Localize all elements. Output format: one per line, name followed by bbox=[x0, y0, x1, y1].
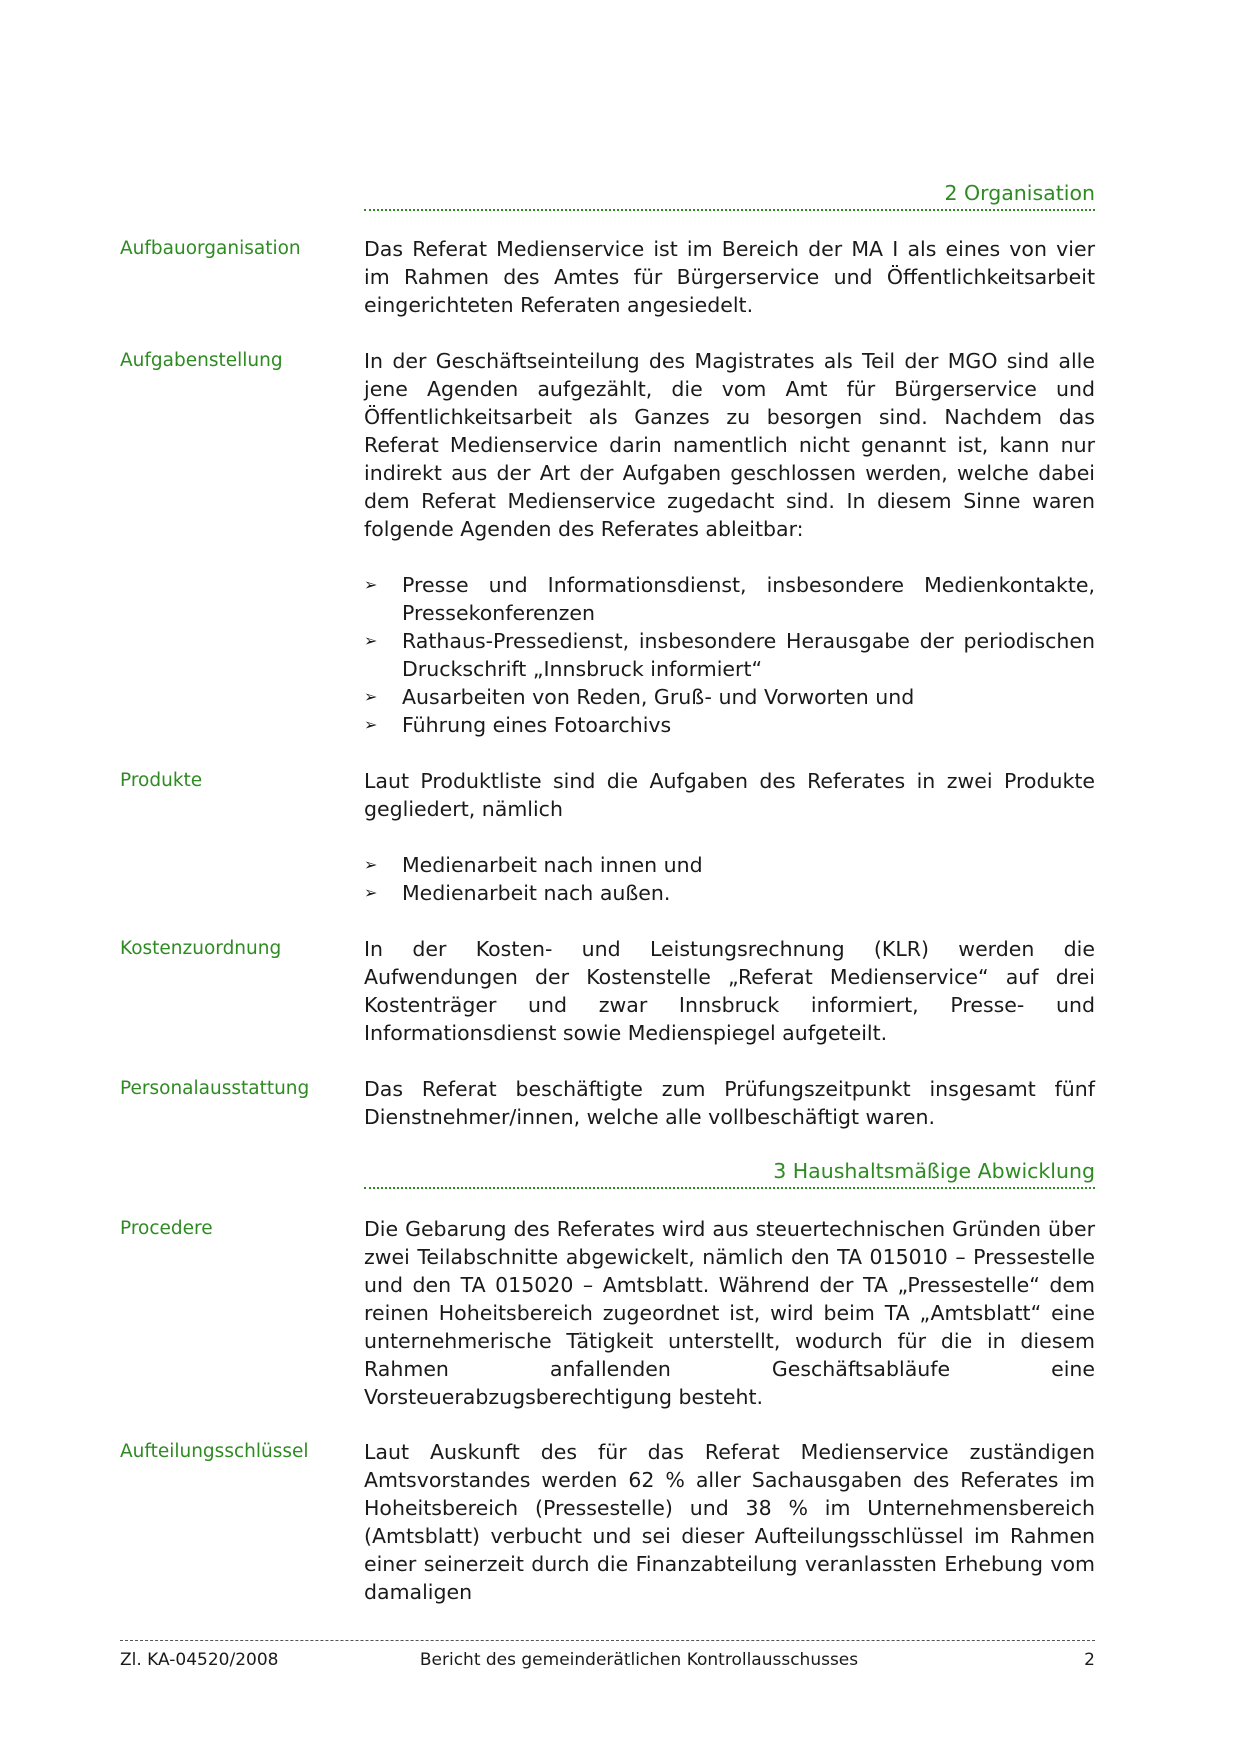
section-heading-haushalt: 3 Haushaltsmäßige Abwicklung bbox=[773, 1159, 1095, 1183]
list-item: ➢ Medienarbeit nach außen. bbox=[364, 881, 671, 905]
bullet-list-produkte bbox=[364, 851, 1095, 907]
margin-label-aufbauorganisation: Aufbauorganisation bbox=[120, 238, 301, 259]
list-item: ➢ Medienarbeit nach innen und bbox=[364, 853, 703, 877]
margin-label-kostenzuordnung: Kostenzuordnung bbox=[120, 938, 282, 959]
paragraph-kostenzuordnung: In der Kosten- und Leistungsrechnung (KLR) werden die Aufwendungen der Kostenstelle „Referat Medienservice“ auf drei Kostenträger und zwar Innsbruck informiert, Presse- und Informationsdienst sowie Medienspiegel aufgeteilt. bbox=[364, 937, 1095, 1045]
list-item: ➢ Führung eines Fotoarchivs bbox=[364, 713, 672, 737]
margin-label-procedere: Procedere bbox=[120, 1218, 213, 1239]
arrow-bullet-icon: ➢ bbox=[364, 631, 378, 650]
section-rule bbox=[364, 1187, 1095, 1189]
arrow-bullet-icon: ➢ bbox=[364, 687, 378, 706]
arrow-bullet-icon: ➢ bbox=[364, 855, 378, 874]
paragraph-aufgabenstellung: In der Geschäftseinteilung des Magistrates als Teil der MGO sind alle jene Agenden aufgezählt, die vom Amt für Bürgerservice und Öffentlichkeitsarbeit als Ganzes zu besorgen sind. Nachdem das Referat Medienservice darin namentlich nicht genannt ist, kann nur indirekt aus der Art der Aufgaben geschlossen werden, welche dabei dem Referat Medienservice zugedacht sind. In diesem Sinne waren folgende Agenden des Referates ableitbar: bbox=[364, 349, 1095, 541]
margin-label-produkte: Produkte bbox=[120, 770, 203, 791]
list-item: ➢ Presse und Informationsdienst, insbesondere Medienkontakte, Pressekonferenzen bbox=[364, 573, 1095, 625]
paragraph-personalausstattung: Das Referat beschäftigte zum Prüfungszeitpunkt insgesamt fünf Dienstnehmer/innen, welche alle vollbeschäftigt waren. bbox=[364, 1077, 1095, 1129]
section-rule bbox=[364, 209, 1095, 211]
margin-label-aufgabenstellung: Aufgabenstellung bbox=[120, 350, 283, 371]
page-number: 2 bbox=[1084, 1650, 1095, 1670]
bullet-list-agenden bbox=[364, 571, 1095, 739]
margin-label-personalausstattung: Personalausstattung bbox=[120, 1078, 310, 1099]
arrow-bullet-icon: ➢ bbox=[364, 715, 378, 734]
footer-rule bbox=[120, 1640, 1095, 1641]
margin-label-aufteilungsschluessel: Aufteilungsschlüssel bbox=[120, 1441, 309, 1462]
paragraph-aufteilungsschluessel: Laut Auskunft des für das Referat Medienservice zuständigen Amtsvorstandes werden 62 % aller Sachausgaben des Referates im Hoheitsbereich (Pressestelle) und 38 % im Unternehmensbereich (Amtsblatt) verbucht und sei dieser Aufteilungsschlüssel im Rahmen einer seinerzeit durch die Finanzabteilung veranlassten Erhebung vom damaligen bbox=[364, 1440, 1095, 1604]
arrow-bullet-icon: ➢ bbox=[364, 575, 378, 594]
section-heading-organisation: 2 Organisation bbox=[944, 181, 1095, 205]
paragraph-aufbauorganisation: Das Referat Medienservice ist im Bereich der MA I als eines von vier im Rahmen des Amtes für Bürgerservice und Öffentlichkeitsarbeit eingerichteten Referaten angesiedelt. bbox=[364, 237, 1095, 317]
paragraph-procedere: Die Gebarung des Referates wird aus steuertechnischen Gründen über zwei Teilabschnitte abgewickelt, nämlich den TA 015010 – Pressestelle und den TA 015020 – Amtsblatt. Während der TA „Pressestelle“ dem reinen Hoheitsbereich zugeordnet ist, wird beim TA „Amtsblatt“ eine unternehmerische Tätigkeit unterstellt, wodurch für die in diesem Rahmen anfallenden Geschäftsabläufe eine Vorsteuerabzugsberechtigung besteht. bbox=[364, 1217, 1095, 1409]
list-item: ➢ Rathaus-Pressedienst, insbesondere Herausgabe der periodischen Druckschrift „Innsbruck informiert“ bbox=[364, 629, 1095, 681]
list-item: ➢ Ausarbeiten von Reden, Gruß- und Vorworten und bbox=[364, 685, 915, 709]
footer-reference: Zl. KA-04520/2008 bbox=[120, 1650, 279, 1670]
footer-title: Bericht des gemeinderätlichen Kontrollausschusses bbox=[419, 1650, 859, 1670]
paragraph-produkte: Laut Produktliste sind die Aufgaben des Referates in zwei Produkte gegliedert, nämlich bbox=[364, 769, 1095, 821]
arrow-bullet-icon: ➢ bbox=[364, 883, 378, 902]
